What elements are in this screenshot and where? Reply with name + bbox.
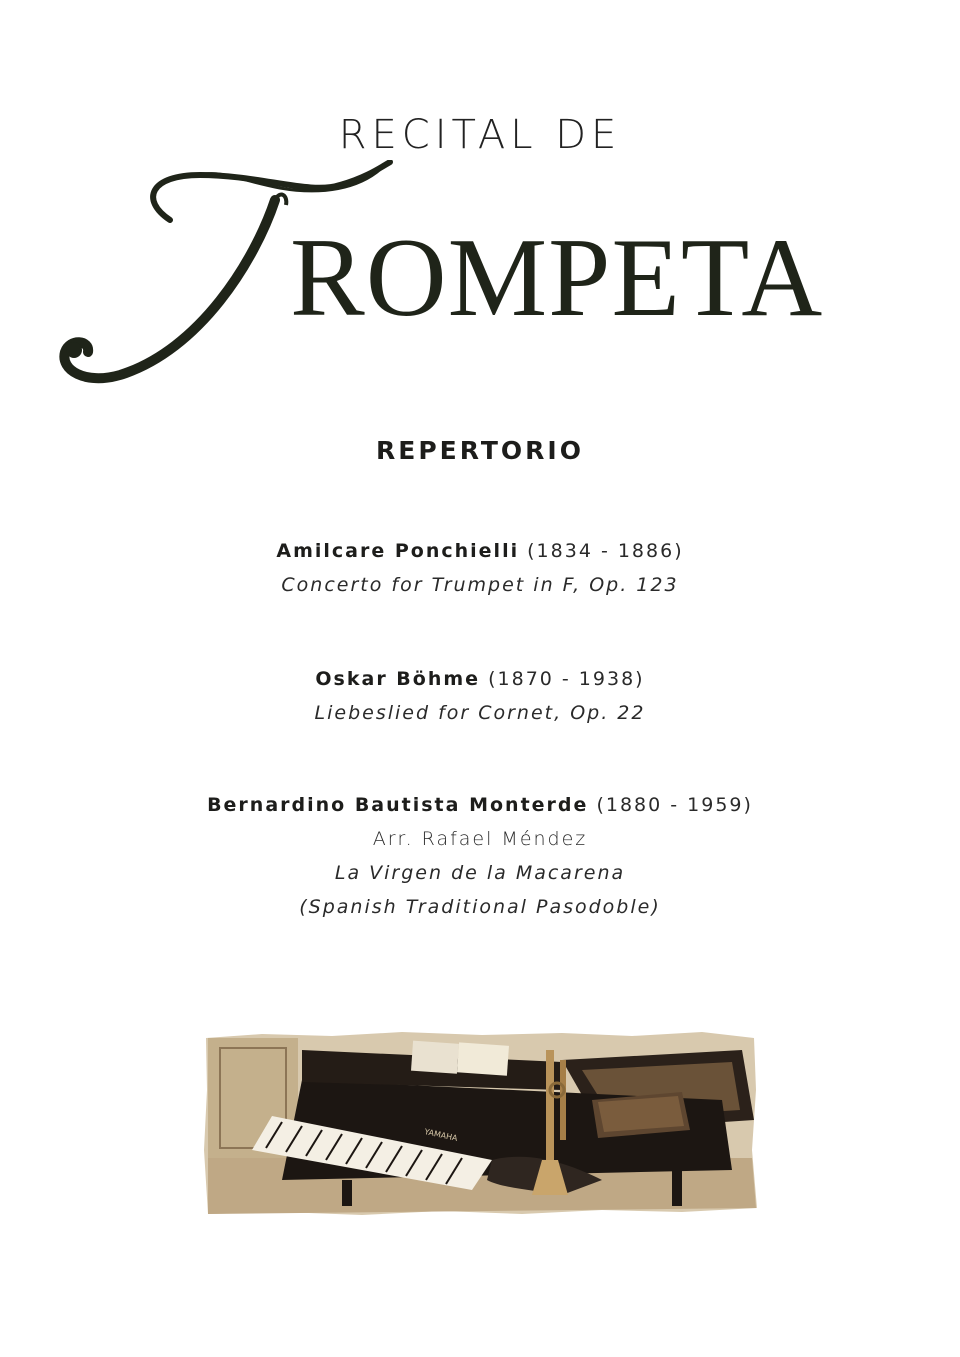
repertoire-item — [0, 788, 960, 924]
work-title: Concerto for Trumpet in F, Op. 123 — [281, 574, 679, 596]
repertoire-item — [0, 534, 960, 602]
work-subtitle: (Spanish Traditional Pasodoble) — [299, 896, 661, 918]
composer-years: (1834 - 1886) — [527, 540, 684, 562]
pre-title: RECITAL DE — [338, 112, 622, 158]
piano-brand: YAMAHA — [423, 1127, 459, 1143]
work-title: Liebeslied for Cornet, Op. 22 — [314, 702, 646, 724]
arranger: Arr. Rafael Méndez — [372, 828, 588, 850]
composer-name: Oskar Böhme — [315, 668, 481, 690]
piano-trumpet-illustration — [202, 1030, 758, 1216]
main-title — [50, 160, 910, 390]
repertoire-item — [0, 662, 960, 730]
composer-years: (1880 - 1959) — [596, 794, 753, 816]
composer-name: Amilcare Ponchielli — [276, 540, 520, 562]
work-title: La Virgen de la Macarena — [334, 862, 626, 884]
composer-years: (1870 - 1938) — [488, 668, 645, 690]
repertoire-heading: REPERTORIO — [376, 436, 584, 465]
title-text: ROMPETA — [290, 216, 824, 340]
composer-name: Bernardino Bautista Monterde — [207, 794, 589, 816]
